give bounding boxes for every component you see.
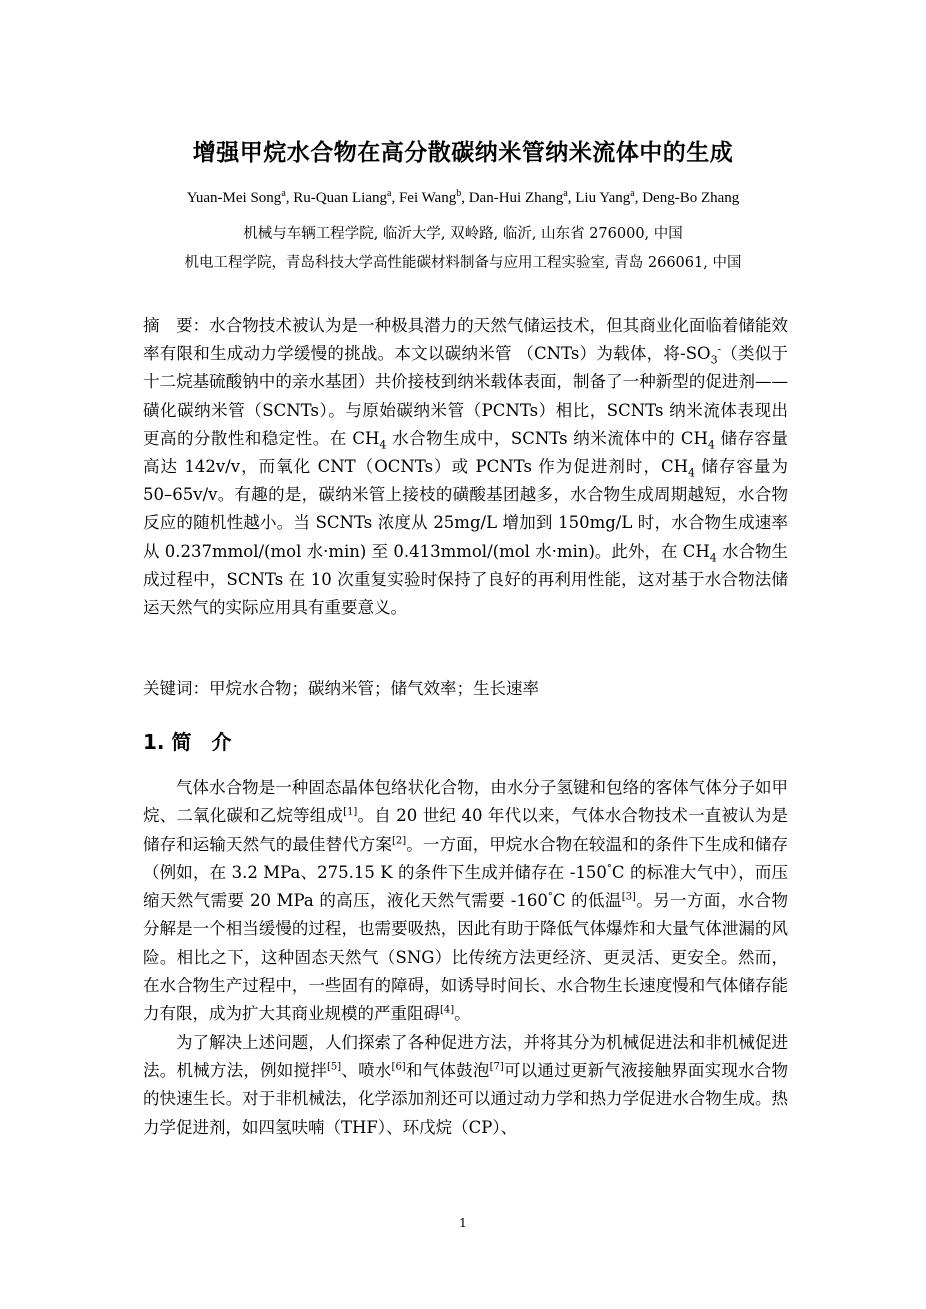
degree-mark: ° bbox=[606, 863, 612, 875]
text-run: 。自 20 世纪 40 年代以来，气体水合物技术一直被认为是储存和运输天然气的最佳替代方案 bbox=[143, 806, 788, 854]
keywords bbox=[143, 675, 788, 699]
text-run: 。一方面，甲烷水合物在较温和的条件下生成和储存（例如，在 3.2 MPa、275.15 K 的条件下生成并储存在 -150 bbox=[143, 834, 789, 882]
author: Fei Wang bbox=[398, 190, 457, 206]
affiliation-b: 机电工程学院，青岛科技大学高性能碳材料制备与应用工程实验室, 青岛 266061, 中国 bbox=[184, 255, 742, 271]
abstract-text: 水合物生成中，SCNTs 纳米流体中的 CH bbox=[386, 428, 708, 448]
subscript: 4 bbox=[688, 466, 696, 480]
abstract-text: 储存容量高达 142v/v，而氧化 CNT（OCNTs）或 PCNTs 作为促进剂时，CH bbox=[143, 428, 788, 477]
citation-link[interactable]: [1] bbox=[343, 806, 358, 818]
text-run: 为了解决上述问题，人们探索了各种促进方法，并将其分为机械促进法和非机械促进法。机械方法，例如搅拌 bbox=[143, 1032, 788, 1080]
text-run: 。另一方面，水合物分解是一个相当缓慢的过程，也需要吸热，因此有助于降低气体爆炸和大量气体泄漏的风险。相比之下，这种固态天然气（SNG）比传统方法更经济、更灵活、更安全。然而，在水合物生产过程中，一些固有的障碍，如诱导时间长、水合物生长速度慢和气体储存能力有限，成为扩大其商业规模的严重阻碍 bbox=[143, 891, 788, 1024]
text-run: 和气体鼓泡 bbox=[405, 1060, 490, 1080]
citation-link[interactable]: [2] bbox=[392, 835, 407, 847]
author-affil-mark: a bbox=[387, 188, 392, 199]
text-run: C 的标准大气中），而压缩天然气需要 20 MPa 的高压，液化天然气需要 -160 bbox=[143, 862, 789, 911]
section-heading bbox=[143, 726, 231, 755]
author-sep: , bbox=[391, 190, 399, 206]
author: Yuan-Mei Song bbox=[186, 190, 282, 206]
text-run: 、喷水 bbox=[341, 1060, 392, 1080]
author-list bbox=[0, 190, 926, 207]
section-title: 简 介 bbox=[171, 730, 232, 754]
text-run: 。 bbox=[454, 1004, 471, 1024]
author: Ru-Quan Liang bbox=[293, 190, 387, 206]
author: Deng-Bo Zhang bbox=[642, 190, 740, 206]
superscript: - bbox=[717, 344, 721, 356]
text-run: C 的低温 bbox=[552, 891, 622, 911]
text-run: 气体水合物是一种固态晶体包络状化合物，由水分子氢键和包络的客体气体分子如甲烷、二氧化碳和乙烷等组成 bbox=[143, 778, 788, 826]
abstract-text: 储存容量为 50–65v/v。有趣的是，碳纳米管上接枝的磺酸基团越多，水合物生成周期越短，水合物反应的随机性越小。当 SCNTs 浓度从 25mg/L 增加到 150mg/L 时，水合物生成速率从 0.237mmol/(mol 水·min) 至 0.413mmol/(mol 水·min)。此外，在 CH bbox=[143, 457, 788, 561]
author-affil-mark: a bbox=[281, 188, 286, 199]
keywords-label: 关键词： bbox=[143, 679, 209, 698]
author-sep: , bbox=[634, 190, 643, 206]
affiliation-a: 机械与车辆工程学院, 临沂大学, 双岭路, 临沂, 山东省 276000, 中国 bbox=[243, 226, 683, 242]
section-number: 1. bbox=[143, 730, 165, 754]
subscript: 4 bbox=[709, 550, 717, 564]
keywords-text: 甲烷水合物；碳纳米管；储气效率；生长速率 bbox=[209, 679, 539, 698]
subscript: 3 bbox=[710, 353, 718, 367]
author-affil-mark: b bbox=[456, 188, 462, 199]
abstract-label: 摘 要： bbox=[143, 316, 210, 335]
page-number: 1 bbox=[459, 1216, 467, 1230]
author: Dan-Hui Zhang bbox=[468, 190, 564, 206]
subscript: 4 bbox=[379, 438, 387, 452]
abstract-text: （类似于十二烷基硫酸钠中的亲水基团）共价接枝到纳米载体表面，制备了一种新型的促进剂——磺化碳纳米管（SCNTs）。与原始碳纳米管（PCNTs）相比，SCNTs 纳米流体表现出更高的分散性和稳定性。在 CH bbox=[143, 344, 788, 448]
abstract-text: 水合物生成过程中，SCNTs 在 10 次重复实验时保持了良好的再利用性能，这对基于水合物法储运天然气的实际应用具有重要意义。 bbox=[143, 541, 789, 618]
author: Liu Yang bbox=[575, 190, 631, 206]
citation-link[interactable]: [6] bbox=[391, 1061, 406, 1073]
text-run: 可以通过更新气液接触界面实现水合物的快速生长。对于非机械法，化学添加剂还可以通过动力学和热力学促进水合物生成。热力学促进剂，如四氢呋喃（THF）、环戊烷（CP）、 bbox=[143, 1060, 789, 1137]
author-affil-mark: a bbox=[630, 188, 635, 199]
author-sep: , bbox=[461, 190, 469, 206]
subscript: 4 bbox=[707, 438, 715, 452]
author-affil-mark: a bbox=[563, 188, 568, 199]
citation-link[interactable]: [7] bbox=[489, 1061, 504, 1073]
citation-link[interactable]: [5] bbox=[326, 1061, 342, 1073]
paragraph bbox=[143, 774, 788, 1029]
degree-mark: ° bbox=[547, 891, 553, 903]
abstract-text: 水合物技术被认为是一种极具潜力的天然气储运技术，但其商业化面临着储能效率有限和生成动力学缓慢的挑战。本文以碳纳米管 （CNTs）为载体，将-SO bbox=[143, 316, 789, 364]
abstract bbox=[143, 312, 788, 622]
citation-link[interactable]: [4] bbox=[440, 1004, 455, 1016]
citation-link[interactable]: [3] bbox=[621, 891, 636, 903]
paragraph bbox=[143, 1029, 788, 1142]
author-sep: , bbox=[567, 190, 576, 206]
author-sep: , bbox=[285, 190, 294, 206]
intro-body bbox=[143, 774, 788, 1142]
paper-title: 增强甲烷水合物在高分散碳纳米管纳米流体中的生成 bbox=[192, 140, 734, 166]
